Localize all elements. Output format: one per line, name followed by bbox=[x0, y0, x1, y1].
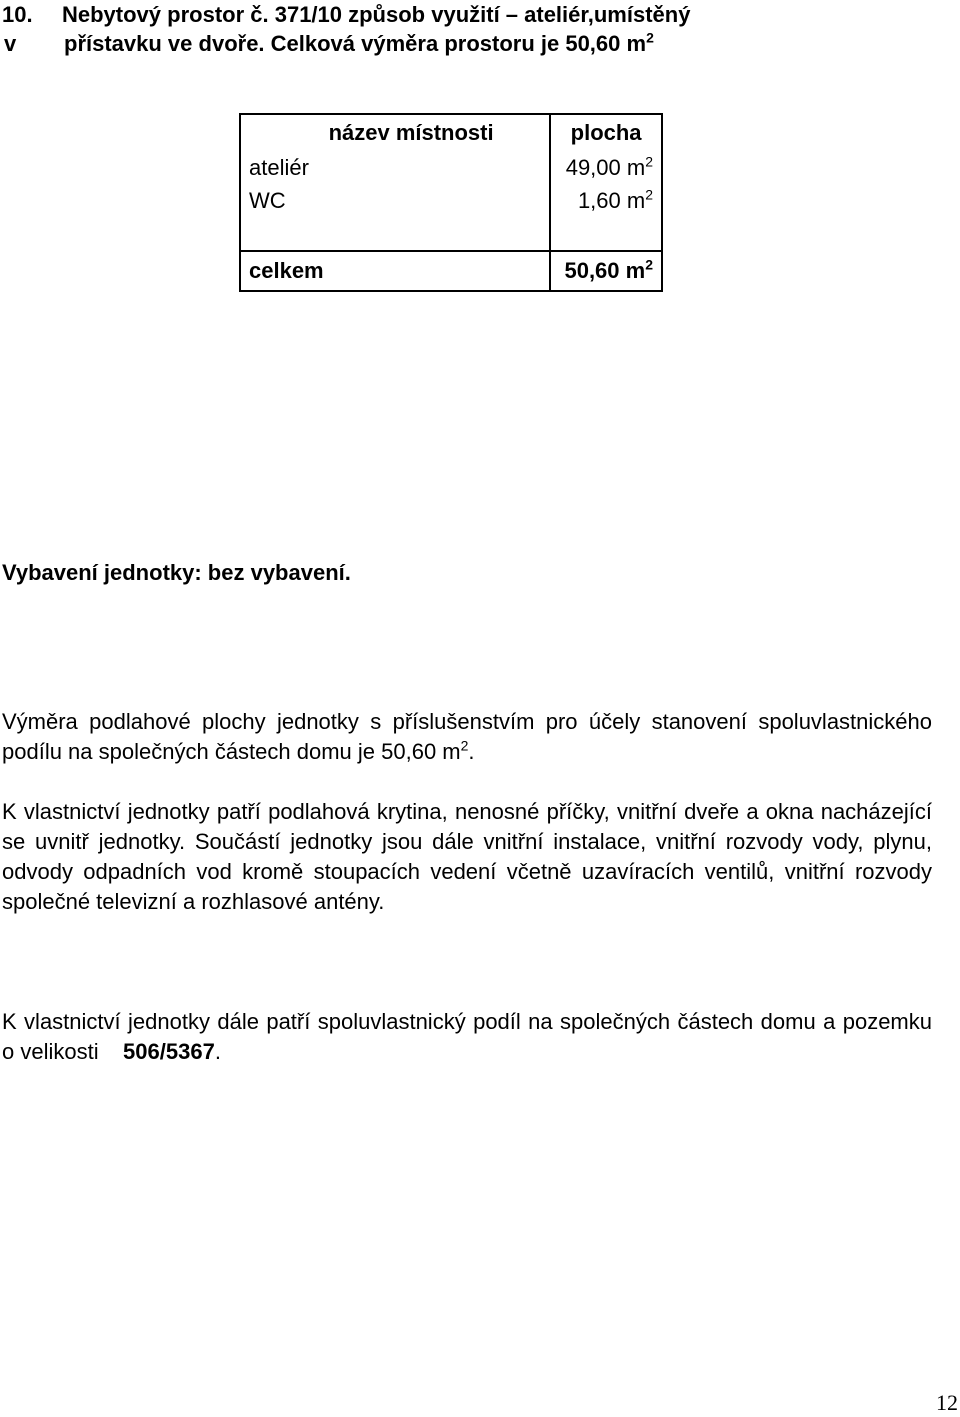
room-area: 1,60 $m^2$ bbox=[550, 184, 662, 217]
heading-sup: 2 bbox=[646, 29, 654, 46]
column-header-name: název místnosti bbox=[240, 114, 550, 151]
column-header-area: plocha bbox=[550, 114, 662, 151]
heading-line-1: Nebytový prostor č. 371/10 způsob využití – ateliér,umístěný bbox=[62, 2, 691, 27]
table-empty-row bbox=[240, 217, 662, 251]
table-row bbox=[240, 184, 662, 217]
room-name: WC bbox=[240, 184, 550, 217]
room-name: ateliér bbox=[240, 151, 550, 184]
section-heading bbox=[2, 0, 690, 58]
ownership-share: 506/5367 bbox=[123, 1039, 215, 1064]
page-number: 12 bbox=[936, 1390, 958, 1415]
heading-line-2-prefix: v bbox=[4, 31, 17, 56]
room-area-table bbox=[239, 113, 663, 292]
total-area: 50,60 $m^2$ bbox=[550, 251, 662, 291]
table-row bbox=[240, 151, 662, 184]
table-total-row bbox=[240, 251, 662, 291]
total-label: celkem bbox=[240, 251, 550, 291]
section-number: 10. bbox=[2, 2, 33, 27]
heading-line-2: přístavku ve dvoře. Celková výměra prostoru je 50,60 m bbox=[64, 31, 647, 56]
share-paragraph: K vlastnictví jednotky dále patří spoluvlastnický podíl na společných částech domu a pozemku o velikosti 506/5367. bbox=[2, 1009, 932, 1064]
ownership-paragraph: K vlastnictví jednotky patří podlahová krytina, nenosné příčky, vnitřní dveře a okna nacházející se uvnitř jednotky. Součástí jednotky jsou dále vnitřní instalace, vnitřní rozvody vody, plynu, odvody odpadních vod kromě stoupacích vedení včetně uzavíracích ventilů, vnitřní rozvody společné televizní a rozhlasové antény. bbox=[2, 799, 932, 914]
room-area: 49,00 $m^2$ bbox=[550, 151, 662, 184]
floor-area-paragraph: Výměra podlahové plochy jednotky s příslušenstvím pro účely stanovení spoluvlastnického podílu na společných částech domu je 50,60 $m^2$. bbox=[2, 709, 932, 764]
table-header-row bbox=[240, 114, 662, 151]
equipment-statement: Vybavení jednotky: bez vybavení. bbox=[2, 560, 351, 585]
